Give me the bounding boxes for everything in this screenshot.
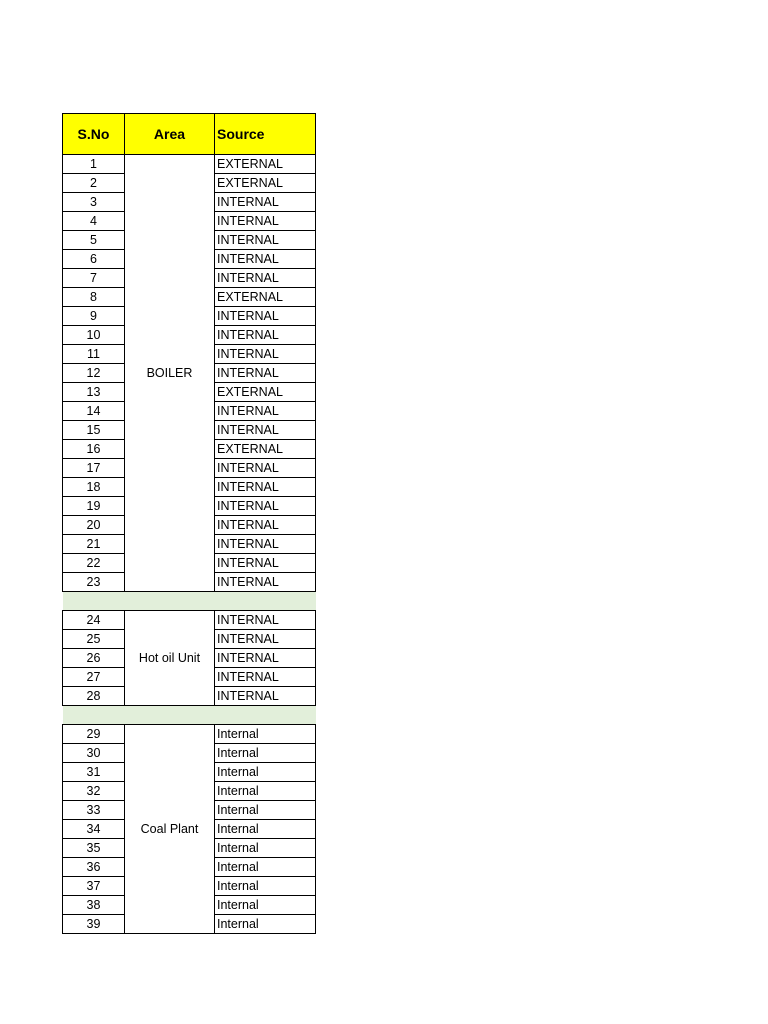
cell-sno[interactable]: 14 <box>63 402 125 421</box>
cell-source[interactable]: Internal <box>215 896 316 915</box>
cell-sno[interactable]: 28 <box>63 687 125 706</box>
cell-sno[interactable]: 25 <box>63 630 125 649</box>
cell-sno[interactable]: 15 <box>63 421 125 440</box>
cell-sno[interactable]: 34 <box>63 820 125 839</box>
cell-sno[interactable]: 10 <box>63 326 125 345</box>
cell-source[interactable]: INTERNAL <box>215 231 316 250</box>
cell-sno[interactable]: 19 <box>63 497 125 516</box>
header-source[interactable]: Source <box>215 114 316 155</box>
cell-sno[interactable]: 3 <box>63 193 125 212</box>
cell-sno[interactable]: 18 <box>63 478 125 497</box>
cell-sno[interactable]: 36 <box>63 858 125 877</box>
cell-source[interactable]: INTERNAL <box>215 478 316 497</box>
cell-sno[interactable]: 8 <box>63 288 125 307</box>
separator-cell[interactable] <box>63 592 316 611</box>
group-separator-row <box>63 592 316 611</box>
cell-source[interactable]: Internal <box>215 801 316 820</box>
cell-sno[interactable]: 26 <box>63 649 125 668</box>
cell-sno[interactable]: 27 <box>63 668 125 687</box>
cell-source[interactable]: EXTERNAL <box>215 440 316 459</box>
cell-sno[interactable]: 32 <box>63 782 125 801</box>
cell-source[interactable]: Internal <box>215 915 316 934</box>
cell-source[interactable]: INTERNAL <box>215 611 316 630</box>
spreadsheet <box>62 113 315 934</box>
cell-sno[interactable]: 29 <box>63 725 125 744</box>
cell-source[interactable]: INTERNAL <box>215 345 316 364</box>
cell-area[interactable]: Coal Plant <box>125 725 215 934</box>
cell-source[interactable]: INTERNAL <box>215 516 316 535</box>
cell-sno[interactable]: 2 <box>63 174 125 193</box>
cell-sno[interactable]: 38 <box>63 896 125 915</box>
cell-sno[interactable]: 39 <box>63 915 125 934</box>
cell-source[interactable]: Internal <box>215 744 316 763</box>
cell-source[interactable]: Internal <box>215 839 316 858</box>
cell-source[interactable]: Internal <box>215 858 316 877</box>
cell-source[interactable]: INTERNAL <box>215 668 316 687</box>
cell-source[interactable]: Internal <box>215 782 316 801</box>
cell-sno[interactable]: 21 <box>63 535 125 554</box>
cell-sno[interactable]: 20 <box>63 516 125 535</box>
cell-source[interactable]: INTERNAL <box>215 250 316 269</box>
cell-source[interactable]: INTERNAL <box>215 459 316 478</box>
cell-sno[interactable]: 35 <box>63 839 125 858</box>
cell-source[interactable]: EXTERNAL <box>215 174 316 193</box>
cell-sno[interactable]: 37 <box>63 877 125 896</box>
cell-sno[interactable]: 22 <box>63 554 125 573</box>
cell-sno[interactable]: 31 <box>63 763 125 782</box>
cell-source[interactable]: INTERNAL <box>215 630 316 649</box>
cell-sno[interactable]: 4 <box>63 212 125 231</box>
header-area[interactable]: Area <box>125 114 215 155</box>
cell-source[interactable]: INTERNAL <box>215 421 316 440</box>
header-sno[interactable]: S.No <box>63 114 125 155</box>
cell-source[interactable]: INTERNAL <box>215 573 316 592</box>
cell-source[interactable]: INTERNAL <box>215 193 316 212</box>
cell-sno[interactable]: 1 <box>63 155 125 174</box>
cell-source[interactable]: INTERNAL <box>215 269 316 288</box>
cell-source[interactable]: INTERNAL <box>215 554 316 573</box>
table-row <box>63 725 316 744</box>
cell-source[interactable]: INTERNAL <box>215 535 316 554</box>
group-separator-row <box>63 706 316 725</box>
cell-source[interactable]: EXTERNAL <box>215 155 316 174</box>
cell-sno[interactable]: 17 <box>63 459 125 478</box>
cell-source[interactable]: INTERNAL <box>215 364 316 383</box>
separator-cell[interactable] <box>63 706 316 725</box>
table-row <box>63 611 316 630</box>
cell-source[interactable]: Internal <box>215 877 316 896</box>
cell-source[interactable]: Internal <box>215 763 316 782</box>
cell-sno[interactable]: 12 <box>63 364 125 383</box>
cell-sno[interactable]: 23 <box>63 573 125 592</box>
cell-area[interactable]: Hot oil Unit <box>125 611 215 706</box>
cell-sno[interactable]: 9 <box>63 307 125 326</box>
source-table <box>62 113 316 934</box>
cell-source[interactable]: EXTERNAL <box>215 383 316 402</box>
cell-sno[interactable]: 5 <box>63 231 125 250</box>
cell-source[interactable]: INTERNAL <box>215 326 316 345</box>
cell-area[interactable]: BOILER <box>125 155 215 592</box>
cell-source[interactable]: EXTERNAL <box>215 288 316 307</box>
cell-sno[interactable]: 30 <box>63 744 125 763</box>
cell-source[interactable]: Internal <box>215 725 316 744</box>
cell-source[interactable]: INTERNAL <box>215 497 316 516</box>
cell-sno[interactable]: 11 <box>63 345 125 364</box>
cell-sno[interactable]: 13 <box>63 383 125 402</box>
cell-source[interactable]: INTERNAL <box>215 402 316 421</box>
cell-source[interactable]: INTERNAL <box>215 307 316 326</box>
cell-sno[interactable]: 7 <box>63 269 125 288</box>
table-row <box>63 155 316 174</box>
table-body <box>63 155 316 934</box>
cell-source[interactable]: Internal <box>215 820 316 839</box>
header-row <box>63 114 316 155</box>
cell-sno[interactable]: 6 <box>63 250 125 269</box>
cell-sno[interactable]: 24 <box>63 611 125 630</box>
cell-source[interactable]: INTERNAL <box>215 687 316 706</box>
cell-source[interactable]: INTERNAL <box>215 212 316 231</box>
cell-source[interactable]: INTERNAL <box>215 649 316 668</box>
cell-sno[interactable]: 33 <box>63 801 125 820</box>
cell-sno[interactable]: 16 <box>63 440 125 459</box>
